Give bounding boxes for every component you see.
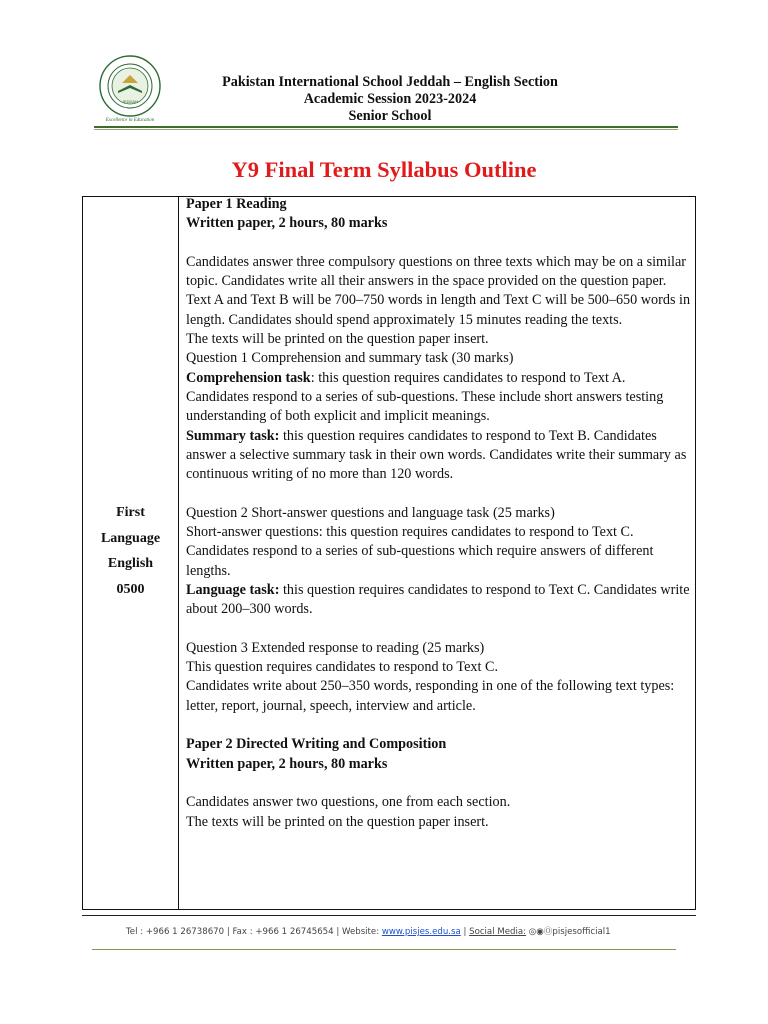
subject-line: Language <box>100 530 161 546</box>
comprehension-task: Comprehension task: this question requires candidates to respond to Text A. Candidates respond to a series of sub-questions. These include short answers testing understanding of both explicit and implicit meanings. <box>186 369 664 425</box>
footer-phone-fax: Tel : +966 1 26738670 | Fax : +966 1 26745654 | Website: <box>126 927 382 937</box>
language-task: Language task: this question requires candidates to respond to Text C. Candidates write about 200–300 words. <box>186 581 690 618</box>
paper1-intro: Candidates answer three compulsory questions on three texts which may be on a similar topic. Candidates write all their answers in the space provided on the question paper. <box>186 253 686 290</box>
question3-text-types: Candidates write about 250–350 words, responding in one of the following text types: letter, report, journal, speech, interview and article. <box>186 678 675 714</box>
header-rule <box>94 126 678 128</box>
social-handle: pisjesofficial1 <box>552 927 611 937</box>
facebook-icon[interactable]: Ⓞ <box>543 927 553 937</box>
subject-cell <box>83 500 178 602</box>
paper1-subtitle: Written paper, 2 hours, 80 marks <box>186 215 388 232</box>
instagram-icon[interactable]: ◎ <box>528 927 537 937</box>
twitter-icon[interactable]: ◉ <box>536 927 544 937</box>
paper2-subtitle: Written paper, 2 hours, 80 marks <box>186 755 388 772</box>
academic-session: Academic Session 2023-2024 <box>303 91 477 107</box>
short-answer-questions: Short-answer questions: this question requires candidates to respond to Text C. Candidates respond to a series of sub-questions which require answers of different lengths. <box>186 524 654 579</box>
school-logo <box>92 53 168 123</box>
school-name: Pakistan International School Jeddah – English Section <box>222 74 558 90</box>
paper1-insert-note: The texts will be printed on the question paper insert. <box>186 331 489 348</box>
logo-city: JEDDAH <box>121 99 139 104</box>
paper1-text-lengths: Text A and Text B will be 700–750 words in length and Text C will be 500–650 words in length. Candidates should spend approximately 15 minutes reading the texts. <box>186 292 691 328</box>
question1-heading: Question 1 Comprehension and summary task (30 marks) <box>186 350 514 367</box>
footer-contact: Tel : +966 1 26738670 | Fax : +966 1 26745654 | Website: www.pisjes.edu.sa | Social Media: ◎◉Ⓞpisjesofficial1 <box>126 927 611 937</box>
footer-rule <box>82 915 696 916</box>
subject-line: English <box>107 556 154 571</box>
subject-code: 0500 <box>116 581 145 597</box>
logo-tagline: Excellence in Education <box>105 118 155 123</box>
school-header <box>200 74 580 125</box>
question3-heading: Question 3 Extended response to reading (25 marks) <box>186 639 485 656</box>
school-section: Senior School <box>348 108 432 124</box>
header-rule-thin <box>94 129 678 130</box>
paper1-title: Paper 1 Reading <box>186 196 287 212</box>
summary-task: Summary task: this question requires candidates to respond to Text B. Candidates answer a selective summary task in their own words. Candidates write their summary as continuous writing of no more than 120 words. <box>186 427 687 483</box>
footer-rule-bottom <box>92 949 676 950</box>
website-link[interactable]: www.pisjes.edu.sa <box>381 927 461 937</box>
paper2-title: Paper 2 Directed Writing and Composition <box>186 736 447 753</box>
subject-line: First <box>116 505 145 520</box>
syllabus-content <box>186 195 691 832</box>
paper2-instructions: Candidates answer two questions, one from each section. <box>186 794 511 811</box>
social-media-label: Social Media: <box>469 927 527 937</box>
page-title: Y9 Final Term Syllabus Outline <box>231 157 537 182</box>
paper2-insert-note: The texts will be printed on the question paper insert. <box>186 813 489 830</box>
question3-text: This question requires candidates to respond to Text C. <box>186 659 498 676</box>
table-column-divider <box>178 196 179 910</box>
question2-heading: Question 2 Short-answer questions and language task (25 marks) <box>186 504 555 521</box>
